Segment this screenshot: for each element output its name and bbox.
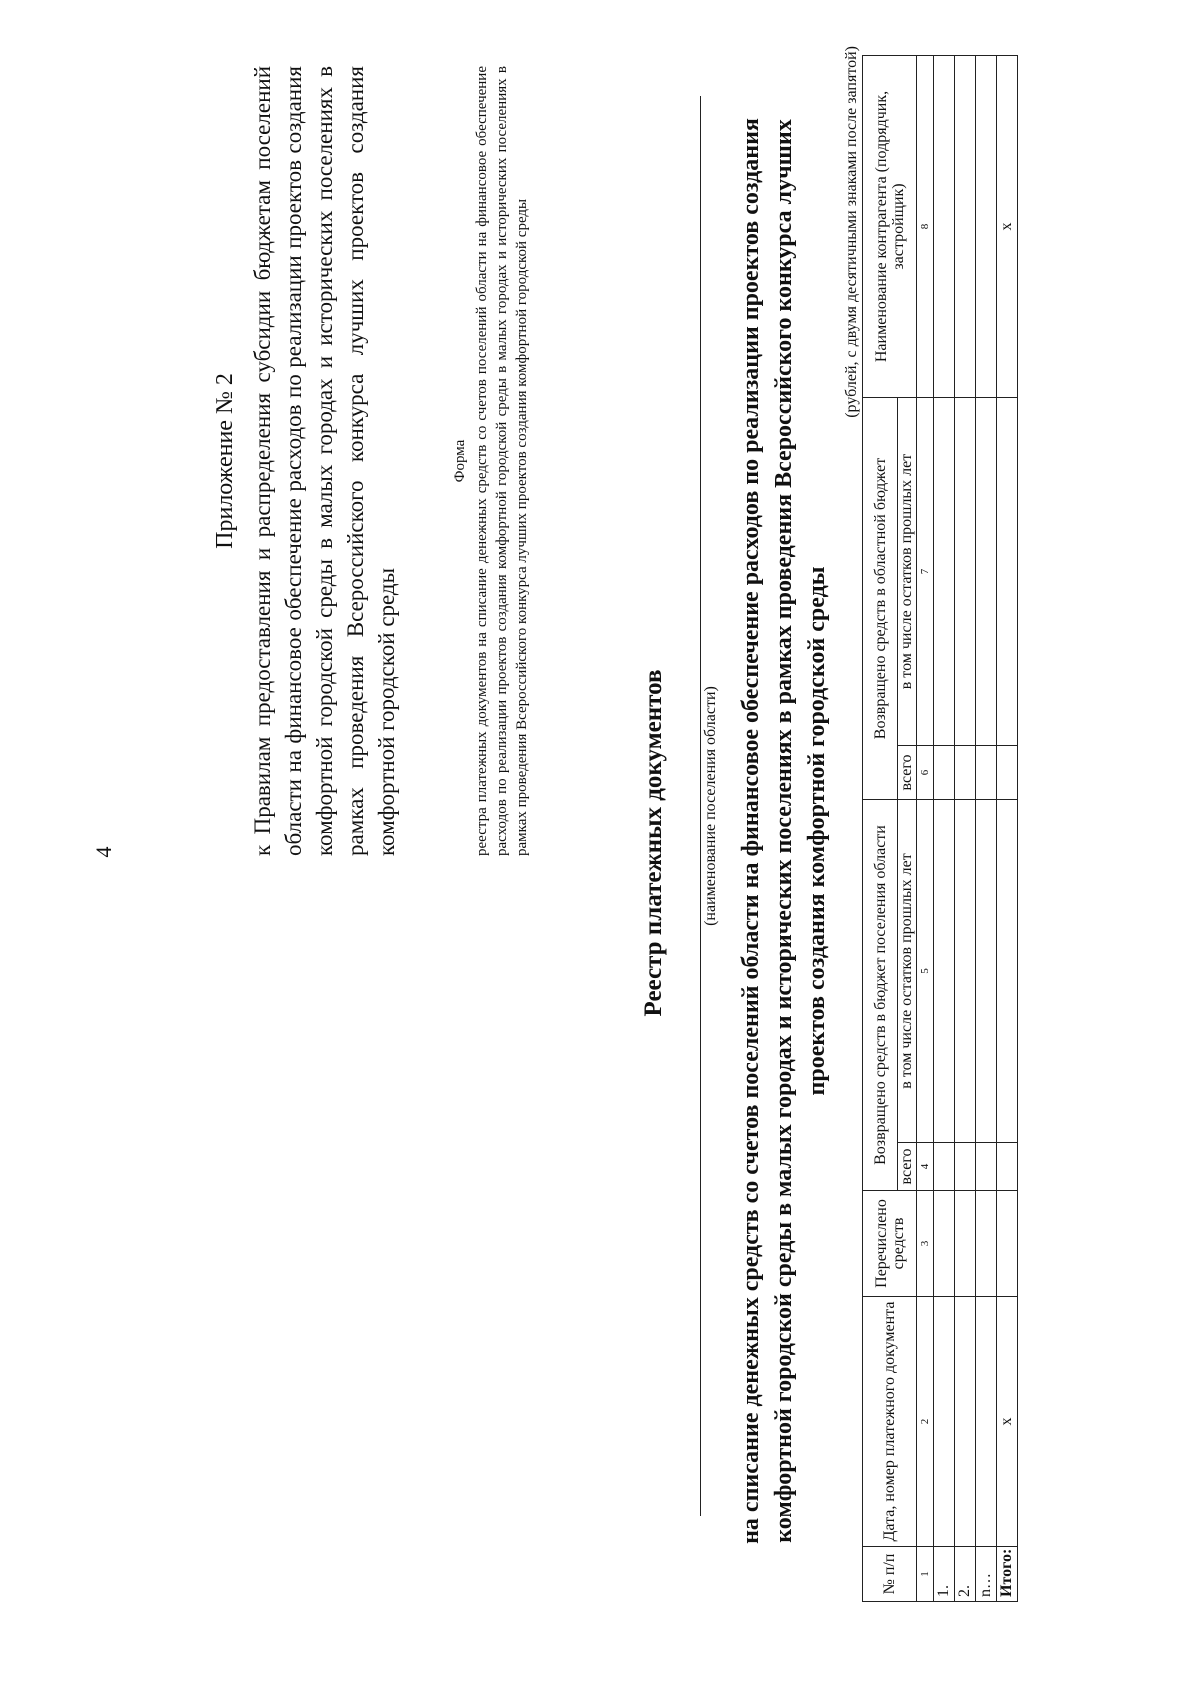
cell-empty <box>934 800 955 1143</box>
region-caption: (наименование поселения области) <box>702 686 719 926</box>
cell-empty <box>955 800 976 1143</box>
row-number: n… <box>976 1547 997 1602</box>
cell-empty <box>955 1191 976 1297</box>
table-row <box>934 56 955 1602</box>
column-number: 4 <box>917 1143 934 1191</box>
column-number: 6 <box>917 746 934 800</box>
header-contractor: Наименование контрагента (подрядчик, застройщик) <box>863 56 917 398</box>
cell-empty <box>997 1191 1018 1297</box>
appendix-title: Приложение № 2 <box>212 373 238 549</box>
document-subtitle: на списание денежных средств со счетов поселений области на финансовое обеспечение расходов по реализации проектов создания комфортной городской среды в малых городах и исторических поселениях в рамках проведения Всероссийского конкурса лучших проектов создания комфортной городской среды <box>738 118 830 1544</box>
header-transferred: Перечислено средств <box>863 1191 917 1297</box>
header-region-total: всего <box>898 746 917 800</box>
header-returned-settlement: Возвращено средств в бюджет поселения области <box>863 800 898 1191</box>
region-fill-line <box>700 96 701 1516</box>
total-date-mark: x <box>997 1297 1018 1547</box>
units-note: (рублей, с двумя десятичными знаками после запятой) <box>843 46 860 418</box>
cell-empty <box>955 56 976 398</box>
header-no: № п/п <box>863 1547 917 1602</box>
total-row <box>997 56 1018 1602</box>
cell-empty <box>934 1297 955 1547</box>
header-returned-region: Возвращено средств в областной бюджет <box>863 398 898 800</box>
column-number: 2 <box>917 1297 934 1547</box>
table-row <box>955 56 976 1602</box>
column-number-row <box>917 56 934 1602</box>
cell-empty <box>976 56 997 398</box>
cell-empty <box>934 1191 955 1297</box>
form-label: Форма <box>452 439 468 483</box>
cell-empty <box>976 1191 997 1297</box>
column-number: 7 <box>917 398 934 746</box>
header-settlement-total: всего <box>898 1143 917 1191</box>
cell-empty <box>976 398 997 746</box>
cell-empty <box>976 746 997 800</box>
column-number: 8 <box>917 56 934 398</box>
cell-empty <box>997 1143 1018 1191</box>
form-body: реестра платежных документов на списание денежных средств со счетов поселений области на финансовое обеспечение расходов по реализации проектов создания комфортной городской среды в малых городах и исторических поселениях в рамках проведения Всероссийского конкурса лучших проектов создания комфортной городской среды <box>474 66 530 856</box>
cell-empty <box>997 800 1018 1143</box>
header-region-prior: в том числе остатков прошлых лет <box>898 398 917 746</box>
page-number: 4 <box>91 846 116 858</box>
cell-empty <box>955 746 976 800</box>
cell-empty <box>934 398 955 746</box>
column-number: 1 <box>917 1547 934 1602</box>
cell-empty <box>976 800 997 1143</box>
document-title: Реестр платежных документов <box>640 669 667 1017</box>
total-label: Итого: <box>997 1547 1018 1602</box>
column-number: 5 <box>917 800 934 1143</box>
cell-empty <box>955 1297 976 1547</box>
cell-empty <box>934 746 955 800</box>
header-row-1 <box>863 56 898 1602</box>
header-date-number: Дата, номер платежного документа <box>863 1297 917 1547</box>
cell-empty <box>997 398 1018 746</box>
column-number: 3 <box>917 1191 934 1297</box>
cell-empty <box>934 1143 955 1191</box>
cell-empty <box>976 1143 997 1191</box>
appendix-block <box>210 66 402 856</box>
form-block <box>450 66 532 856</box>
cell-empty <box>955 398 976 746</box>
payment-registry-table <box>862 55 1018 1602</box>
table-row <box>976 56 997 1602</box>
appendix-body: к Правилам предоставления и распределения субсидии бюджетам поселений области на финансовое обеспечение расходов по реализации проектов создания комфортной городской среды в малых городах и исторических поселениях в рамках проведения Всероссийского конкурса лучших проектов создания комфортной городской среды <box>250 66 399 856</box>
cell-empty <box>934 56 955 398</box>
cell-empty <box>955 1143 976 1191</box>
row-number: 2. <box>955 1547 976 1602</box>
row-number: 1. <box>934 1547 955 1602</box>
total-contractor-mark: x <box>997 56 1018 398</box>
cell-empty <box>976 1297 997 1547</box>
header-settlement-prior: в том числе остатков прошлых лет <box>898 800 917 1143</box>
cell-empty <box>997 746 1018 800</box>
